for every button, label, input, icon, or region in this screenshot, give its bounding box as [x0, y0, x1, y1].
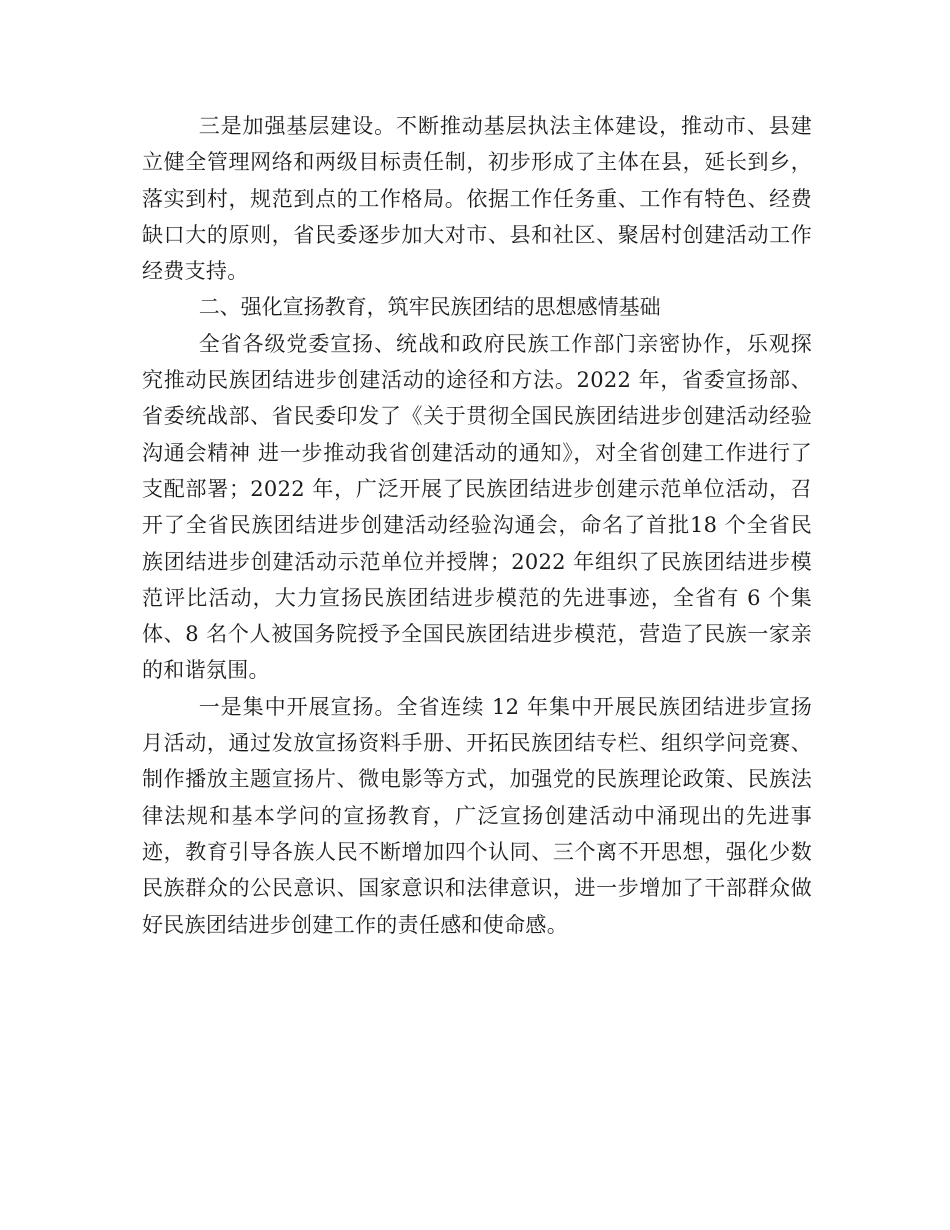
document-body: [142, 108, 812, 943]
paragraph-publicity-education: 全省各级党委宣扬、统战和政府民族工作部门亲密协作，乐观探究推动民族团结进步创建活动的途径和方法。2022 年，省委宣扬部、省委统战部、省民委印发了《关于贯彻全国民族团结进步创建活动经验沟通会精神 进一步推动我省创建活动的通知》，对全省创建工作进行了支配部署；2022 年，广泛开展了民族团结进步创建示范单位活动，召开了全省民族团结进步创建活动经验沟通会，命名了首批18 个全省民族团结进步创建活动示范单位并授牌；2022 年组织了民族团结进步模范评比活动，大力宣扬民族团结进步模范的先进事迹，全省有 6 个集体、8 名个人被国务院授予全国民族团结进步模范，营造了民族一家亲的和谐氛围。: [142, 331, 812, 683]
paragraph-grassroots-construction: 三是加强基层建设。不断推动基层执法主体建设，推动市、县建立健全管理网络和两级目标责任制，初步形成了主体在县，延长到乡，落实到村，规范到点的工作格局。依据工作任务重、工作有特色、经费缺口大的原则，省民委逐步加大对市、县和社区、聚居村创建活动工作经费支持。: [142, 114, 812, 284]
section-heading: 二、强化宣扬教育，筑牢民族团结的思想感情基础: [198, 295, 661, 320]
paragraph-concentrated-publicity: 一是集中开展宣扬。全省连续 12 年集中开展民族团结进步宣扬月活动，通过发放宣扬资料手册、开拓民族团结专栏、组织学问竞赛、制作播放主题宣扬片、微电影等方式，加强党的民族理论政策、民族法律法规和基本学问的宣扬教育，广泛宣扬创建活动中涌现出的先进事迹，教育引导各族人民不断增加四个认同、三个离不开思想，强化少数民族群众的公民意识、国家意识和法律意识，进一步增加了干部群众做好民族团结进步创建工作的责任感和使命感。: [142, 694, 812, 937]
